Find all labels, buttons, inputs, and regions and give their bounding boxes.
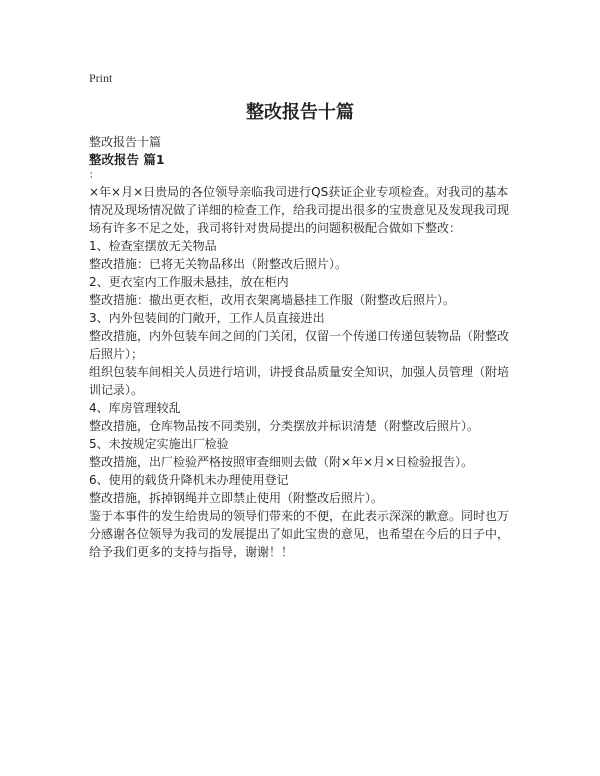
measure-2: 整改措施：撤出更衣柜，改用衣架离墙悬挂工作服（附整改后照片）。: [89, 293, 456, 307]
section-heading: 整改报告 篇1: [89, 152, 165, 167]
document-subtitle: 整改报告十篇: [89, 135, 162, 149]
document-title: 整改报告十篇: [246, 102, 354, 123]
issue-5: 5、未按规定实施出厂检验: [89, 437, 229, 451]
issue-4: 4、库房管理较乱: [89, 401, 181, 415]
issue-6: 6、使用的载货升降机未办理使用登记: [89, 473, 289, 487]
measure-1: 整改措施：已将无关物品移出（附整改后照片）。: [89, 257, 348, 271]
measure-3b: 组织包装车间相关人员进行培训，讲授食品质量安全知识，加强人员管理（附培训记录）。: [89, 365, 510, 397]
print-label: Print: [89, 71, 113, 85]
closing-paragraph: 鉴于本事件的发生给贵局的领导们带来的不便，在此表示深深的歉意。同时也万分感谢各位领导为我司的发展提出了如此宝贵的意见，也希望在今后的日子中，给予我们更多的支持与指导，谢谢！！: [89, 509, 510, 559]
colon-mark: ：: [89, 170, 99, 181]
measure-3a: 整改措施，内外包装车间之间的门关闭，仅留一个传递口传递包装物品（附整改后照片）；: [89, 329, 510, 361]
issue-1: 1、检查室摆放无关物品: [89, 239, 217, 253]
measure-4: 整改措施，仓库物品按不同类别，分类摆放并标识清楚（附整改后照片）。: [89, 419, 480, 433]
measure-5: 整改措施，出厂检验严格按照审查细则去做（附×年×月×日检验报告）。: [89, 455, 474, 469]
measure-6: 整改措施，拆掉钢绳并立即禁止使用（附整改后照片）。: [89, 491, 384, 505]
intro-paragraph: ×年×月×日贵局的各位领导亲临我司进行QS获证企业专项检查。对我司的基本情况及现场情况做了详细的检查工作，给我司提出很多的宝贵意见及发现我司现场有许多不足之处，我司将针对贵局提出的问题积极配合做如下整改：: [89, 185, 510, 235]
document-body: [89, 133, 517, 561]
issue-3: 3、内外包装间的门敞开，工作人员直接进出: [89, 311, 325, 325]
issue-2: 2、更衣室内工作服未悬挂，放在柜内: [89, 275, 289, 289]
